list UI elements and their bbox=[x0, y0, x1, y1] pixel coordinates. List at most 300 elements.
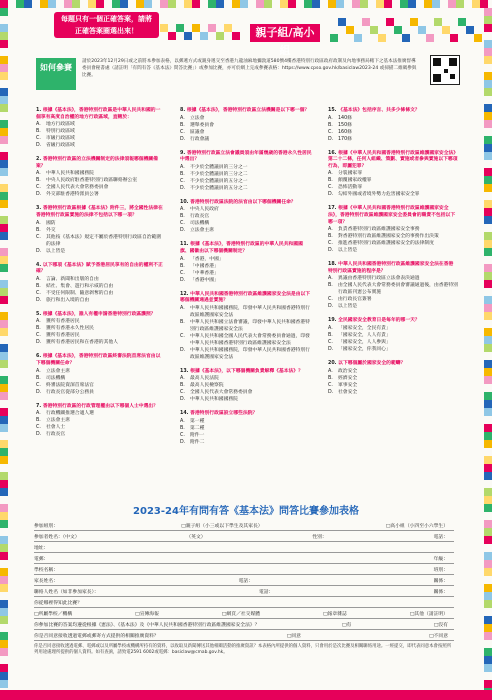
qr-code-icon[interactable] bbox=[430, 55, 460, 85]
pixel-square bbox=[0, 536, 8, 544]
pixel-square bbox=[484, 48, 492, 56]
option-text: 司法機構 bbox=[190, 221, 210, 227]
option-letter: C. bbox=[36, 333, 41, 339]
answer-option[interactable] bbox=[36, 325, 164, 332]
pixel-square bbox=[0, 280, 8, 288]
option-text: 行政長官 bbox=[46, 432, 66, 438]
question-body: 全民國家安全教育日是每年的哪一天？ bbox=[338, 318, 420, 324]
pixel-square bbox=[484, 632, 492, 640]
pixel-square bbox=[40, 0, 48, 8]
answer-option[interactable] bbox=[328, 136, 458, 143]
pixel-square bbox=[0, 576, 8, 584]
option-letter: D. bbox=[180, 277, 186, 283]
option-text: 經濟安全 bbox=[338, 375, 358, 381]
option-text: 區議會 bbox=[190, 129, 205, 135]
option-letter: D. bbox=[36, 340, 42, 346]
pixel-square bbox=[168, 0, 176, 8]
pixel-square bbox=[0, 312, 8, 320]
form-row[interactable] bbox=[34, 586, 454, 597]
question-text bbox=[36, 354, 164, 367]
answer-option[interactable] bbox=[180, 418, 312, 425]
pixel-square bbox=[0, 160, 8, 168]
question-text bbox=[36, 206, 164, 219]
answer-option[interactable] bbox=[328, 247, 458, 254]
pixel-square bbox=[458, 18, 466, 26]
pixel-square bbox=[0, 616, 8, 624]
answer-option[interactable] bbox=[180, 425, 312, 432]
option-letter: C. bbox=[180, 270, 185, 276]
pixel-square bbox=[484, 520, 492, 528]
answer-option[interactable] bbox=[328, 382, 458, 389]
answer-option[interactable] bbox=[36, 417, 164, 424]
option-letter: C. bbox=[36, 382, 41, 388]
question-body: 根據《基本法》，香港特別行政區的中華人民共和國國旗、國徽由以下哪個機關制定？ bbox=[180, 242, 303, 254]
option-letter: D. bbox=[180, 439, 186, 445]
answer-option[interactable] bbox=[180, 185, 312, 192]
question-item bbox=[328, 318, 458, 353]
question-number: 7. bbox=[36, 403, 43, 409]
pixel-square bbox=[0, 96, 8, 104]
option-letter: C. bbox=[36, 136, 41, 142]
pixel-square bbox=[0, 168, 8, 176]
form-field-label: 電話： bbox=[433, 535, 448, 540]
pixel-square bbox=[480, 0, 488, 8]
pixel-square bbox=[484, 296, 492, 304]
pixel-square bbox=[484, 568, 492, 576]
form-field-label: □沒有 bbox=[433, 623, 448, 628]
answer-option[interactable] bbox=[180, 220, 312, 227]
question-body: 中華人民共和國香港特別行政區維護國家安全法在香港特別行政區實施的程序是？ bbox=[328, 262, 454, 274]
option-letter: D. bbox=[36, 143, 42, 149]
pixel-square bbox=[0, 64, 8, 72]
form-row[interactable] bbox=[34, 542, 454, 553]
option-text: 「國家安全，人人有責」 bbox=[338, 332, 391, 338]
pixel-square bbox=[484, 344, 492, 352]
option-letter: A. bbox=[328, 227, 333, 233]
pixel-square bbox=[484, 400, 492, 408]
pixel-square bbox=[484, 464, 492, 472]
answer-option[interactable] bbox=[328, 375, 458, 382]
answer-option[interactable] bbox=[180, 227, 312, 234]
answer-option[interactable] bbox=[180, 115, 312, 122]
option-letter: B. bbox=[36, 326, 41, 332]
pixel-square bbox=[402, 34, 410, 42]
option-letter: A. bbox=[36, 122, 41, 128]
option-text: 勾結外國或者境外勢力危害國家安全罪 bbox=[338, 192, 420, 198]
pixel-square bbox=[484, 600, 492, 608]
answer-option[interactable] bbox=[180, 439, 312, 446]
form-row[interactable] bbox=[34, 597, 454, 608]
pixel-square bbox=[484, 648, 492, 656]
pixel-square bbox=[0, 544, 8, 552]
answer-option[interactable] bbox=[36, 283, 164, 290]
pixel-square bbox=[484, 376, 492, 384]
pixel-square bbox=[484, 24, 492, 32]
answer-option[interactable] bbox=[36, 332, 164, 339]
form-field-label: 學校名稱： bbox=[34, 568, 58, 573]
option-letter: B. bbox=[328, 332, 333, 338]
answer-option[interactable] bbox=[36, 318, 164, 325]
option-text: 「香港，中國」 bbox=[190, 256, 224, 262]
answer-option[interactable] bbox=[36, 276, 164, 283]
answer-option[interactable] bbox=[180, 129, 312, 136]
question-body: 根據《中華人民共和國香港特別行政區維護國家安全法》第二十二條，任何人組織、策劃、實施或者參與實施以下哪項行為，即屬犯罪？ bbox=[328, 150, 458, 169]
question-body: 香港特別行政區根據《基本法》附件三，將全國性法律在香港特別行政區實施的法律不包括以下哪一項？ bbox=[36, 206, 163, 218]
pixel-square bbox=[0, 664, 8, 672]
answer-option[interactable] bbox=[36, 135, 164, 142]
answer-option[interactable] bbox=[36, 290, 164, 297]
pixel-square bbox=[376, 0, 384, 8]
pixel-square bbox=[0, 24, 8, 32]
answer-option[interactable] bbox=[36, 368, 164, 375]
pixel-square bbox=[184, 0, 192, 8]
pixel-square bbox=[0, 56, 8, 64]
answer-option[interactable] bbox=[328, 233, 458, 240]
pixel-square bbox=[0, 256, 8, 264]
answer-option[interactable] bbox=[36, 248, 164, 255]
form-footnote: 你是否同意接收透過電郵、電郵或以及所屬學校或機構所持有的資料，以收取及新聞傳送其他相關活動的推廣資訊？本表格內所提供的個人資料，只會用於是次比賽及相關聯絡用途。一經提交，即代表同意本會按照所列用途處理所提供的個人資料。如有查詢，請致電2591 6002或電郵：basiclaw@cmab.gov.hk。 bbox=[34, 644, 452, 656]
option-text: 立法會 bbox=[190, 115, 205, 121]
answer-option[interactable] bbox=[328, 115, 458, 122]
answer-option[interactable] bbox=[328, 226, 458, 233]
option-text: 中華人民共和國國務院，印發中華人民共和國香港特別行政區維護國家安全法 bbox=[190, 305, 310, 318]
pixel-square bbox=[0, 608, 8, 616]
form-row[interactable] bbox=[34, 575, 454, 586]
form-field-label: □宣傳海報 bbox=[135, 612, 159, 617]
answer-option[interactable] bbox=[180, 432, 312, 439]
form-field-label: 聯絡人姓名（如非參加家長）： bbox=[34, 590, 99, 595]
pixel-square bbox=[0, 408, 8, 416]
answer-option[interactable] bbox=[36, 191, 164, 198]
answer-option[interactable] bbox=[180, 396, 312, 403]
option-letter: B. bbox=[180, 122, 185, 128]
answer-option[interactable] bbox=[328, 184, 458, 191]
pixel-square bbox=[280, 0, 288, 8]
pixel-square bbox=[354, 34, 362, 42]
question-text bbox=[328, 206, 458, 226]
pixel-square bbox=[484, 440, 492, 448]
question-body: 根據《基本法》，香港特別行政區立法機關是以下哪一個？ bbox=[186, 108, 310, 113]
form-field-label: □不同意 bbox=[429, 634, 448, 639]
instruction-banner: 每題只有一個正確答案，請將正確答案圈選出來！ bbox=[54, 12, 159, 38]
question-item bbox=[36, 263, 164, 304]
pixel-square bbox=[484, 528, 492, 536]
answer-option[interactable] bbox=[328, 275, 458, 282]
option-letter: A. bbox=[180, 256, 185, 262]
answer-option[interactable] bbox=[180, 333, 312, 347]
pixel-square bbox=[240, 0, 248, 8]
pixel-square bbox=[0, 456, 8, 464]
question-item bbox=[328, 262, 458, 310]
option-text: 第二種 bbox=[190, 425, 205, 431]
pixel-square bbox=[484, 240, 492, 248]
answer-option[interactable] bbox=[36, 177, 164, 184]
option-text: 立法會主席 bbox=[190, 228, 214, 234]
option-letter: D. bbox=[36, 248, 42, 254]
pixel-square bbox=[88, 0, 96, 8]
pixel-square bbox=[484, 232, 492, 240]
question-body: 根據《中華人民共和國香港特別行政區維護國家安全法》，香港特別行政區維護國家安全委員會的職責不包括以下哪一項？ bbox=[328, 206, 456, 225]
pixel-square bbox=[484, 432, 492, 440]
option-letter: C. bbox=[180, 333, 185, 339]
option-letter: C. bbox=[328, 185, 333, 191]
question-column-3 bbox=[328, 108, 458, 404]
form-row[interactable] bbox=[34, 619, 454, 630]
pixel-square bbox=[434, 18, 442, 26]
form-row[interactable] bbox=[34, 564, 454, 575]
answer-option[interactable] bbox=[36, 234, 164, 248]
option-text: 社會人士 bbox=[46, 425, 66, 431]
pixel-square bbox=[394, 26, 402, 34]
form-row[interactable] bbox=[34, 520, 454, 531]
answer-option[interactable] bbox=[180, 122, 312, 129]
answer-option[interactable] bbox=[36, 297, 164, 304]
option-text: 不受任何限制、隨意剝奪的自由 bbox=[46, 290, 114, 296]
pixel-square bbox=[0, 320, 8, 328]
option-letter: D. bbox=[180, 397, 186, 403]
answer-option[interactable] bbox=[328, 339, 458, 346]
option-text: 軍事安全 bbox=[338, 382, 358, 388]
option-text: 推進香港特別行政區維護國家安全的法律制度 bbox=[338, 241, 434, 247]
question-item bbox=[328, 151, 458, 199]
answer-option[interactable] bbox=[328, 346, 458, 353]
question-text bbox=[36, 157, 164, 170]
question-number: 1. bbox=[36, 108, 43, 113]
option-letter: B. bbox=[180, 319, 185, 325]
question-item bbox=[328, 361, 458, 396]
form-row[interactable] bbox=[34, 531, 454, 542]
option-text: 170條 bbox=[338, 136, 352, 142]
answer-option[interactable] bbox=[328, 129, 458, 136]
answer-option[interactable] bbox=[180, 263, 312, 270]
answer-option[interactable] bbox=[180, 347, 312, 361]
option-letter: A. bbox=[180, 164, 185, 170]
answer-option[interactable] bbox=[36, 382, 164, 389]
answer-option[interactable] bbox=[180, 256, 312, 263]
answer-option[interactable] bbox=[328, 240, 458, 247]
pixel-square bbox=[0, 72, 8, 80]
form-row[interactable] bbox=[34, 630, 454, 641]
answer-option[interactable] bbox=[36, 375, 164, 382]
entry-form bbox=[34, 520, 454, 641]
question-number: 17. bbox=[328, 206, 339, 212]
pixel-square bbox=[0, 232, 8, 240]
answer-option[interactable] bbox=[36, 128, 164, 135]
pixel-square bbox=[72, 0, 80, 8]
answer-option[interactable] bbox=[180, 277, 312, 284]
form-row[interactable] bbox=[34, 608, 454, 619]
pixel-square bbox=[484, 120, 492, 128]
answer-option[interactable] bbox=[180, 375, 312, 382]
pixel-square bbox=[484, 616, 492, 624]
question-text bbox=[328, 361, 458, 368]
answer-option[interactable] bbox=[328, 303, 458, 310]
form-row[interactable] bbox=[34, 553, 454, 564]
answer-option[interactable] bbox=[36, 227, 164, 234]
form-field-label: □有 bbox=[341, 623, 352, 628]
pixel-square bbox=[360, 0, 368, 8]
answer-option[interactable] bbox=[180, 319, 312, 333]
pixel-square bbox=[144, 0, 152, 8]
pixel-square bbox=[484, 184, 492, 192]
pixel-square bbox=[0, 248, 8, 256]
pixel-square bbox=[192, 24, 200, 32]
form-field-label: （英文） bbox=[186, 535, 206, 540]
answer-option[interactable] bbox=[328, 177, 458, 184]
page-title: 親子組/高小組 bbox=[250, 24, 320, 42]
question-number: 20. bbox=[328, 360, 339, 366]
option-text: 獲所有香港居民和在香港的其他人 bbox=[46, 340, 118, 346]
pixel-square bbox=[288, 0, 296, 8]
answer-option[interactable] bbox=[328, 170, 458, 177]
question-text bbox=[328, 318, 458, 325]
pixel-square bbox=[484, 144, 492, 152]
form-field-label: □其他（請註明） bbox=[409, 612, 448, 617]
answer-option[interactable] bbox=[328, 389, 458, 396]
pixel-square bbox=[484, 360, 492, 368]
option-letter: C. bbox=[180, 221, 185, 227]
answer-option[interactable] bbox=[328, 282, 458, 296]
pixel-square bbox=[484, 456, 492, 464]
form-field-label: 家長姓名： bbox=[34, 579, 58, 584]
option-letter: C. bbox=[180, 390, 185, 396]
option-text: 社會安全 bbox=[338, 389, 358, 395]
question-item bbox=[180, 411, 312, 446]
option-text: 不少於全體議員的五分之二 bbox=[190, 185, 248, 191]
answer-option[interactable] bbox=[180, 382, 312, 389]
pixel-square bbox=[0, 40, 8, 48]
question-number: 11. bbox=[180, 242, 191, 248]
form-field-label: 年級： bbox=[433, 557, 448, 562]
question-number: 16. bbox=[328, 150, 339, 156]
option-text: 獲所有香港居民 bbox=[46, 319, 80, 325]
answer-option[interactable] bbox=[180, 305, 312, 319]
pixel-square bbox=[378, 34, 386, 42]
answer-option[interactable] bbox=[328, 325, 458, 332]
answer-option[interactable] bbox=[36, 142, 164, 149]
pixel-square bbox=[0, 136, 8, 144]
answer-option[interactable] bbox=[36, 184, 164, 191]
answer-option[interactable] bbox=[36, 170, 164, 177]
option-text: 全國人民代表大會常務委員會 bbox=[190, 390, 253, 396]
pixel-square bbox=[426, 34, 434, 42]
answer-option[interactable] bbox=[36, 339, 164, 346]
pixel-square bbox=[484, 264, 492, 272]
pixel-square bbox=[232, 32, 240, 40]
option-text: 全國人民代表大會常務委員會 bbox=[46, 185, 109, 191]
pixel-square bbox=[484, 312, 492, 320]
option-text: 中華人民共和國全國人民代表大會常務委員會通過，印發中華人民共和國香港特別行政區維護國家安全法 bbox=[190, 333, 310, 346]
answer-option[interactable] bbox=[328, 332, 458, 339]
pixel-square bbox=[304, 0, 312, 8]
pixel-square bbox=[484, 248, 492, 256]
option-letter: A. bbox=[36, 411, 41, 417]
answer-option[interactable] bbox=[180, 206, 312, 213]
option-text: 中央人民政府 bbox=[190, 207, 219, 213]
option-letter: D. bbox=[180, 347, 186, 353]
answer-option[interactable] bbox=[36, 220, 164, 227]
question-text bbox=[328, 151, 458, 171]
option-text: 最高人民法院 bbox=[190, 376, 219, 382]
answer-option[interactable] bbox=[36, 431, 164, 438]
answer-option[interactable] bbox=[180, 270, 312, 277]
question-number: 19. bbox=[328, 318, 339, 324]
answer-option[interactable] bbox=[328, 296, 458, 303]
option-text: 立法會主席 bbox=[46, 418, 70, 424]
pixel-square bbox=[384, 0, 392, 8]
question-body: 以下哪項《基本法》賦予香港居民享有的自由的權利不正確？ bbox=[36, 262, 163, 275]
option-letter: D. bbox=[328, 136, 334, 142]
pixel-square bbox=[0, 584, 8, 592]
form-field-label: 性別： bbox=[312, 535, 327, 540]
answer-option[interactable] bbox=[328, 122, 458, 129]
pixel-square bbox=[484, 88, 492, 96]
option-text: 「國家安全，全民有責」 bbox=[338, 325, 391, 331]
question-item bbox=[36, 404, 164, 439]
question-text bbox=[180, 200, 312, 207]
answer-option[interactable] bbox=[180, 164, 312, 171]
pixel-square bbox=[484, 272, 492, 280]
form-title: 2023-24年有問有答《基本法》問答比賽參加表格 bbox=[133, 506, 359, 517]
pixel-square bbox=[484, 328, 492, 336]
question-text bbox=[180, 108, 312, 115]
answer-option[interactable] bbox=[36, 121, 164, 128]
pixel-square bbox=[418, 26, 426, 34]
option-letter: B. bbox=[328, 178, 333, 184]
answer-option[interactable] bbox=[180, 171, 312, 178]
question-body: 以下哪個屬於國家安全的範疇？ bbox=[338, 360, 406, 366]
question-item bbox=[36, 354, 164, 395]
option-text: 異議由香港特別行政區立法會表決通過 bbox=[338, 276, 420, 282]
pixel-square bbox=[484, 368, 492, 376]
pixel-square bbox=[484, 584, 492, 592]
answer-option[interactable] bbox=[180, 213, 312, 220]
option-letter: D. bbox=[180, 228, 186, 234]
pixel-square bbox=[0, 200, 8, 208]
option-text: 分裂國家罪 bbox=[338, 171, 362, 177]
answer-option[interactable] bbox=[36, 410, 164, 417]
option-letter: C. bbox=[180, 129, 185, 135]
pixel-square bbox=[208, 24, 216, 32]
answer-option[interactable] bbox=[328, 191, 458, 198]
question-body: 根據《基本法》，誰人有權申請香港特別行政區護照？ bbox=[42, 311, 156, 317]
pixel-square bbox=[484, 488, 492, 496]
option-text: 結社、集會、遊行和示威的自由 bbox=[46, 283, 114, 289]
form-field-label: □所屬學校／機構 bbox=[34, 612, 73, 617]
option-text: 旅行和出入境的自由 bbox=[46, 297, 90, 303]
pixel-square bbox=[0, 344, 8, 352]
answer-option[interactable] bbox=[180, 178, 312, 185]
answer-option[interactable] bbox=[36, 389, 164, 396]
option-text: 附件二 bbox=[190, 439, 205, 445]
answer-option[interactable] bbox=[328, 368, 458, 375]
option-letter: C. bbox=[36, 234, 41, 240]
option-text: 「香港中國」 bbox=[190, 277, 219, 283]
option-text: 行政會議 bbox=[190, 136, 210, 142]
pixel-square bbox=[112, 0, 120, 8]
option-letter: B. bbox=[36, 178, 41, 184]
pixel-square bbox=[338, 18, 346, 26]
option-letter: B. bbox=[180, 263, 185, 269]
pixel-square bbox=[208, 0, 216, 8]
pixel-square bbox=[0, 648, 8, 656]
pixel-square bbox=[448, 0, 456, 8]
option-letter: B. bbox=[36, 375, 41, 381]
answer-option[interactable] bbox=[180, 389, 312, 396]
answer-option[interactable] bbox=[180, 136, 312, 143]
pixel-square bbox=[400, 0, 408, 8]
answer-option[interactable] bbox=[36, 424, 164, 431]
